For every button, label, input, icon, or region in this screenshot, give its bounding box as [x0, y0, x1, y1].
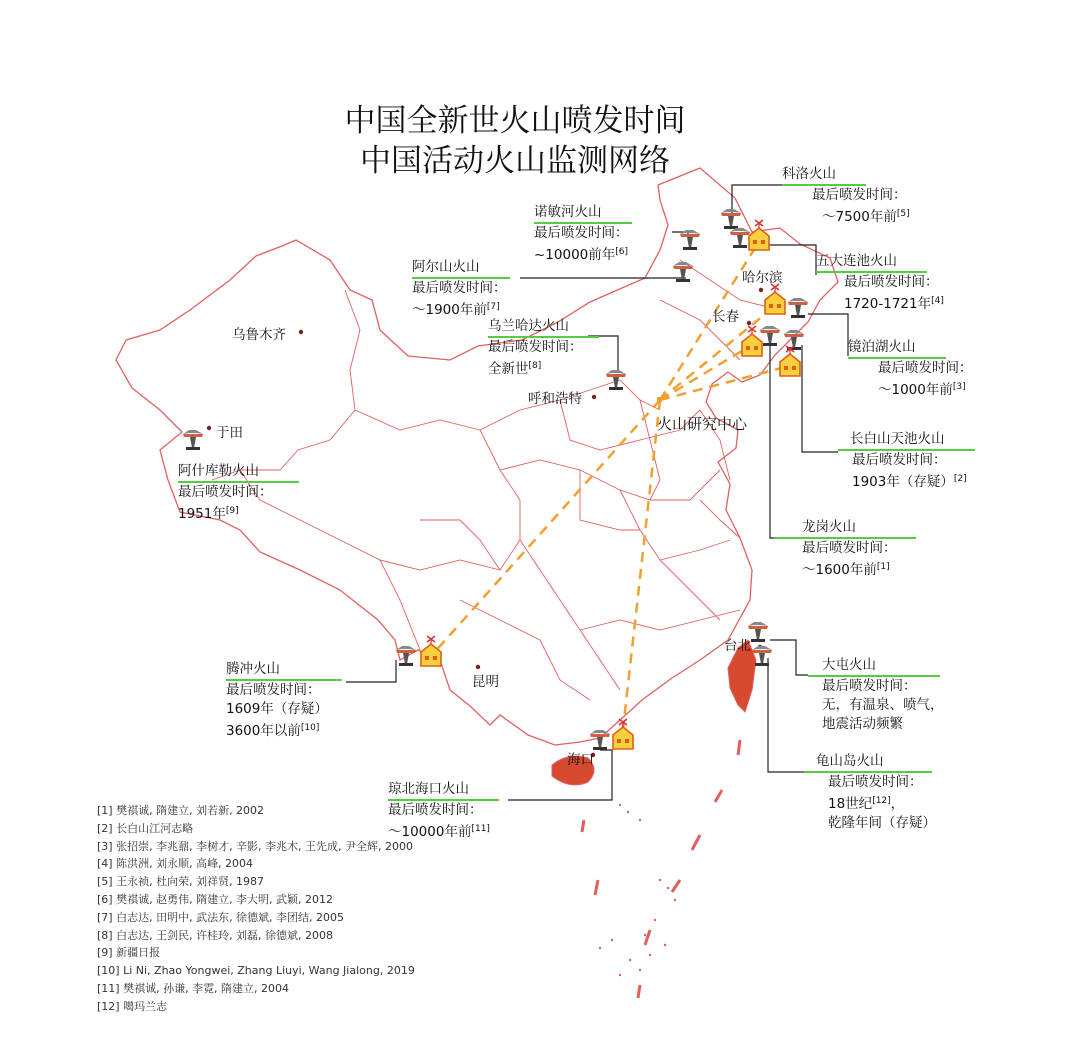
city-changchun: 长春 — [712, 309, 739, 325]
volcano-label-ashikule: 阿什库勒火山 最后喷发时间： 1951年[9] — [178, 462, 299, 524]
volcano-name: 龟山岛火山 — [804, 752, 932, 773]
volcano-label-wudalianchi: 五大连池火山 最后喷发时间： 1720-1721年[4] — [816, 253, 944, 312]
volcano-label-tengchong: 腾冲火山 最后喷发时间： 1609年（存疑） 3600年以前[10] — [226, 660, 342, 741]
volcano-name: 琼北海口火山 — [388, 780, 499, 801]
volcano-name: 诺敏河火山 — [534, 203, 632, 224]
map-subtitle: 中国活动火山监测网络 — [360, 143, 670, 179]
city-hohhot: 呼和浩特 — [528, 391, 582, 407]
research-center-label: 火山研究中心 — [657, 415, 748, 433]
city-yutian: 于田 — [216, 425, 243, 441]
volcano-label-guishandao: 龟山岛火山 最后喷发时间： 18世纪[12]， 乾隆年间（存疑） — [804, 752, 936, 833]
volcano-label-changbaishan: 长白山天池火山 最后喷发时间： 1903年（存疑）[2] — [838, 430, 975, 492]
reference-item: [10] Li Ni, Zhao Yongwei, Zhang Liuyi, Wang Jialong, 2019 — [97, 964, 415, 978]
volcano-name: 阿什库勒火山 — [178, 462, 299, 483]
volcano-label-haikou: 琼北海口火山 最后喷发时间： ～10000年前[11] — [388, 780, 499, 842]
volcano-name: 五大连池火山 — [816, 252, 927, 273]
south-china-sea-islands — [599, 804, 676, 976]
reference-item: [1] 樊祺诚, 隋建立, 刘若新, 2002 — [97, 804, 265, 817]
reference-item: [7] 白志达, 田明中, 武法东, 徐德斌, 李团结, 2005 — [97, 910, 345, 924]
volcano-label-keluo: 科洛火山 最后喷发时间： ～7500年前[5] — [782, 166, 910, 225]
reference-item: [3] 张招崇, 李兆鼐, 李树才, 辛影, 李兆木, 王先成, 尹全辉, 2000 — [97, 839, 414, 853]
volcano-label-wulanhada: 乌兰哈达火山 最后喷发时间： 全新世[8] — [488, 317, 599, 379]
south-china-sea-line — [582, 740, 740, 998]
volcano-label-nuominhe: 诺敏河火山 最后喷发时间： ~10000前年[6] — [534, 203, 632, 265]
volcano-name: 阿尔山火山 — [412, 258, 510, 279]
city-harbin: 哈尔滨 — [742, 270, 783, 286]
reference-item: [8] 白志达, 王剑民, 许桂玲, 刘磊, 徐德斌, 2008 — [97, 928, 334, 942]
volcano-label-jingpohu: 镜泊湖火山 最后喷发时间： ～1000年前[3] — [848, 339, 973, 398]
volcano-name: 科洛火山 — [782, 165, 866, 186]
volcano-name: 长白山天池火山 — [838, 430, 975, 451]
china-border — [116, 168, 838, 745]
city-kunming: 昆明 — [472, 674, 499, 690]
reference-item: [5] 王永祯, 杜向荣, 刘祥贤, 1987 — [97, 875, 265, 889]
reference-item: [4] 陈洪洲, 刘永顺, 高峰, 2004 — [97, 857, 254, 871]
reference-item: [2] 长白山江河志略 — [97, 821, 194, 835]
reference-item: [12] 噶玛兰志 — [97, 999, 168, 1013]
map-title: 中国全新世火山喷发时间 — [344, 103, 686, 139]
volcano-name: 乌兰哈达火山 — [488, 317, 599, 338]
city-urumqi: 乌鲁木齐 — [232, 327, 286, 343]
volcano-name: 腾冲火山 — [226, 660, 342, 681]
volcano-label-datun: 大屯火山 最后喷发时间： 无，有温泉、喷气， 地震活动频繁 — [808, 656, 944, 734]
reference-item: [9] 新疆日报 — [97, 946, 161, 960]
volcano-name: 大屯火山 — [808, 656, 940, 677]
city-taipei: 台北 — [724, 638, 751, 654]
volcano-name: 龙岗火山 — [774, 518, 916, 539]
city-haikou: 海口 — [567, 752, 594, 768]
volcano-name: 镜泊湖火山 — [848, 338, 946, 359]
volcano-label-aershan: 阿尔山火山 最后喷发时间： ～1900年前[7] — [412, 258, 510, 320]
volcano-label-longgang: 龙岗火山 最后喷发时间： ～1600年前[1] — [774, 518, 916, 580]
reference-list — [97, 802, 415, 1016]
research-center-marker — [657, 397, 662, 402]
reference-item: [6] 樊祺诚, 赵勇伟, 隋建立, 李大明, 武颖, 2012 — [97, 892, 334, 906]
reference-item: [11] 樊祺诚, 孙谦, 李霓, 隋建立, 2004 — [97, 981, 290, 995]
